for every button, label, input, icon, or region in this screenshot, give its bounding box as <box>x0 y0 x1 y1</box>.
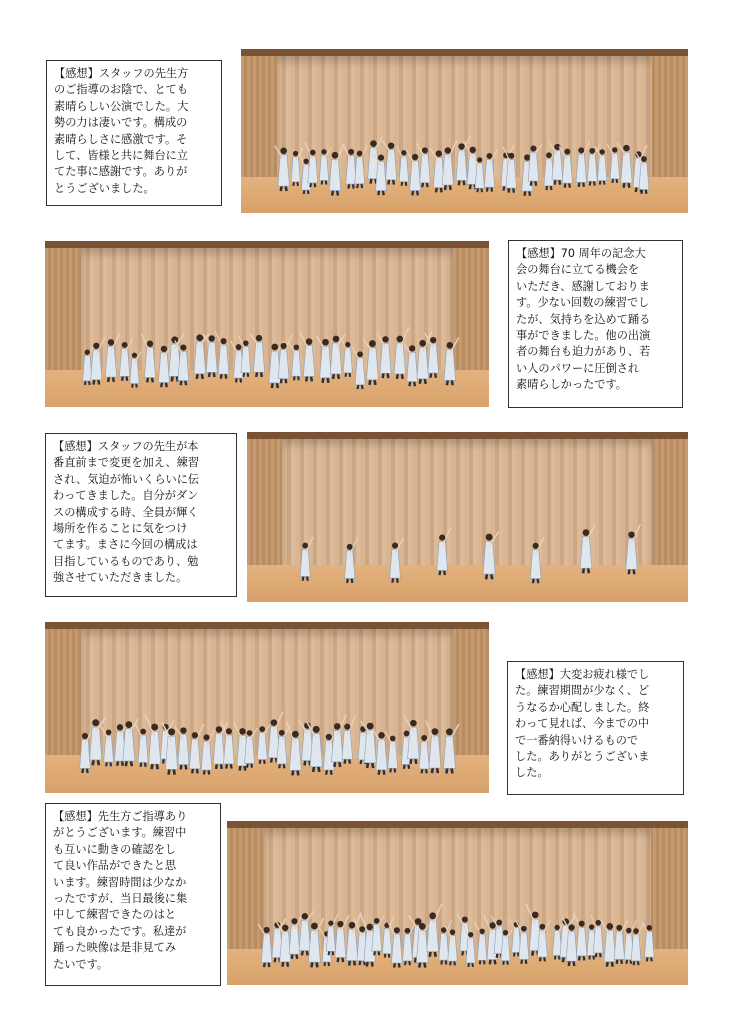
dancer-figure <box>250 334 264 377</box>
dancer-figure <box>475 921 487 964</box>
dancer-figure <box>343 144 357 189</box>
dancer-figure <box>329 145 344 196</box>
dancer-figure <box>377 333 391 378</box>
dancers-group-5 <box>227 821 688 985</box>
dancer-figure <box>289 344 301 381</box>
stage-photo-1 <box>241 49 688 213</box>
dancer-figure <box>626 524 641 574</box>
dancer-figure <box>91 337 105 384</box>
dancer-figure <box>319 148 331 185</box>
dancer-figure <box>300 333 315 382</box>
dancer-figure <box>607 144 619 182</box>
dancer-figure <box>352 347 365 389</box>
dancer-figure <box>201 729 215 774</box>
dancer-figure <box>277 726 290 769</box>
dancer-figure <box>601 919 616 966</box>
dancer-figure <box>617 143 632 188</box>
dancer-figure <box>484 149 497 191</box>
dancer-figure <box>135 724 148 767</box>
dancer-figure <box>404 343 418 386</box>
dancer-figure <box>355 145 368 188</box>
dancer-figure <box>342 716 356 764</box>
dancer-figure <box>437 528 451 575</box>
dancer-figure <box>345 537 358 583</box>
dancer-figure <box>105 334 120 382</box>
dancer-figure <box>90 718 106 765</box>
dancers-group-1 <box>241 49 688 213</box>
dancer-figure <box>580 524 595 573</box>
dancer-figure <box>509 919 521 957</box>
dancer-figure <box>530 537 544 583</box>
dancer-figure <box>258 924 272 967</box>
dancer-figure <box>340 337 352 377</box>
comment-box-2: 【感想】70 周年の記念大 会の舞台に立てる機会を いただき、感謝しておりま す。少ない回数の練習でし たが、気持ちを込めて踊る 事ができました。他の出演 者の舞台も迫力があり、若 い人のパワーに圧倒され 素晴らしかったです。 <box>508 240 683 408</box>
dancer-figure <box>430 148 444 192</box>
dancer-figure <box>631 923 644 965</box>
dancer-figure <box>130 351 142 387</box>
dancer-figure <box>528 144 542 185</box>
dancer-figure <box>141 334 155 382</box>
dancer-figure <box>443 724 458 773</box>
dancer-figure <box>444 337 459 385</box>
comment-box-3: 【感想】スタッフの先生が本 番直前まで変更を加え、練習 され、気迫が怖いくらいに伝 わってきました。自分がダン スの構成する時、全員が輝く 場所を作ることに気をつけ てます。まさに今回の構成は 目指しているものであり、勉 強させていただきました。 <box>45 433 237 597</box>
dancer-figure <box>642 922 654 962</box>
dancers-group-4 <box>45 622 489 793</box>
dancers-group-2 <box>45 241 489 407</box>
dancer-figure <box>394 327 409 379</box>
dancer-figure <box>278 335 292 384</box>
comment-box-1: 【感想】スタッフの先生方 のご指導のお陰で、とても 素晴らしい公演でした。大 勢の力は凄いです。構成の 素晴らしさに感激です。そ して、皆様と共に舞台に立 てた事に感謝です。ありが とうございました。 <box>46 60 222 206</box>
comment-box-4: 【感想】大変お疲れ様でし た。練習期間が少なく、ど うなるか心配しました。終 わって見れば、今までの中 で一番納得いけるもので した。ありがとうございま した。 <box>507 661 684 795</box>
dancer-figure <box>300 537 313 581</box>
dancer-figure <box>390 538 404 583</box>
dancer-figure <box>363 339 378 385</box>
dancer-figure <box>291 148 303 186</box>
dancer-figure <box>275 146 290 191</box>
dancer-figure <box>483 532 499 580</box>
comment-box-5: 【感想】先生方ご指導あり がとうございます。練習中 も互いに動きの確認をし て良い作品ができたと思 います。練習時間は少なか ったですが、当日最後に集 中して練習できたのはと ても良かったです。私達が 踊った映像は是非見てみ たいです。 <box>45 803 221 986</box>
dancer-figure <box>316 336 331 383</box>
dancer-figure <box>245 728 258 768</box>
dancer-figure <box>442 141 457 190</box>
stage-photo-2 <box>45 241 489 407</box>
dancer-figure <box>406 150 420 195</box>
dancer-figure <box>101 726 114 766</box>
stage-photo-3 <box>247 432 688 602</box>
stage-photo-5 <box>227 821 688 985</box>
stage-photo-4 <box>45 622 489 793</box>
dancer-figure <box>308 918 323 967</box>
dancers-group-3 <box>247 432 688 602</box>
